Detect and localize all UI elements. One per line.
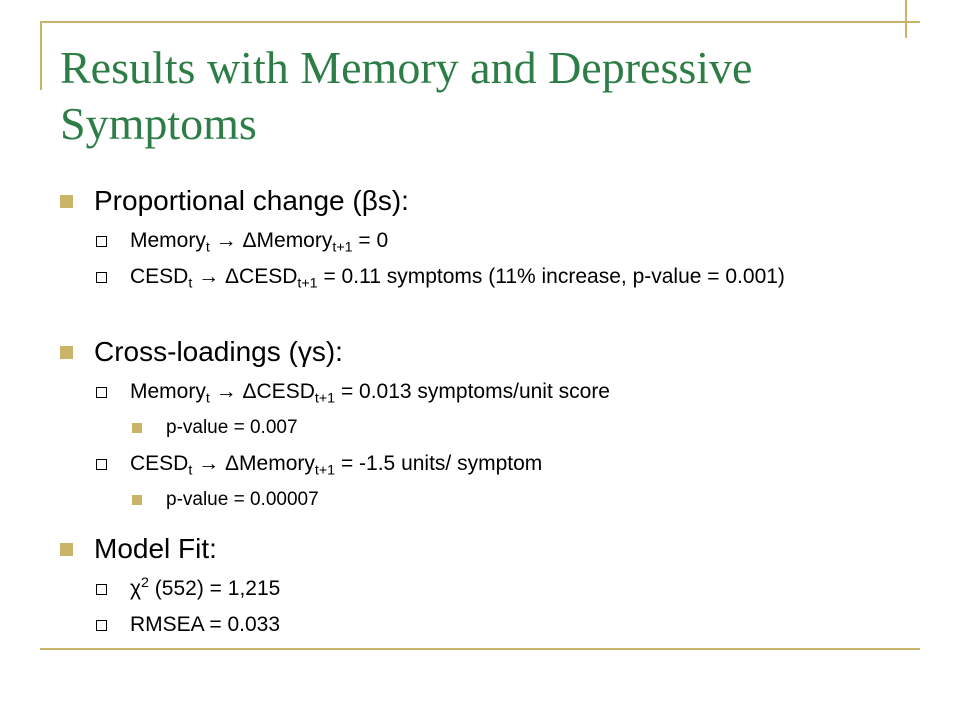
checkbox-bullet-icon — [96, 236, 107, 247]
bullet-icon — [60, 346, 73, 359]
heading-cross-loadings: Cross-loadings (γs): — [94, 336, 343, 367]
checkbox-bullet-icon — [96, 620, 107, 631]
checkbox-bullet-icon — [96, 584, 107, 595]
arrow-icon: → — [215, 229, 237, 252]
heading-proportional: Proportional change (βs): — [94, 185, 409, 216]
slide-title: Results with Memory and Depressive Symptoms — [60, 42, 753, 149]
arrow-icon: → — [198, 452, 220, 475]
checkbox-bullet-icon — [96, 272, 107, 283]
bullet-icon — [60, 543, 73, 556]
list-item-rmsea: RMSEA = 0.033 — [130, 613, 281, 636]
list-item-cesd-to-dmemory: $CESD_t$ → ΔMemory$_{t+1}$ = -1.5 units/ symptom — [130, 452, 543, 479]
sub-item-pvalue: p-value = 0.007 — [166, 417, 298, 438]
arrow-icon: → — [215, 380, 237, 403]
bullet-icon — [132, 423, 142, 433]
list-item-memory-to-dmemory: Memory$_t$ → ΔMemory$_{t+1}$ = 0 — [130, 229, 389, 256]
heading-model-fit: Model Fit: — [94, 533, 217, 564]
bullet-icon — [60, 195, 73, 208]
list-item-chi-square: $\chi^2$ (552) = 1,215 — [130, 575, 281, 600]
list-item-cesd-to-dcesd: $CESD_t$ → $\Delta CESD_{t+1} = 0.11$ symptoms (11% increase, p-value = 0.001) — [130, 265, 785, 292]
checkbox-bullet-icon — [96, 387, 107, 398]
arrow-icon: → — [198, 265, 220, 288]
checkbox-bullet-icon — [96, 459, 107, 470]
bullet-icon — [132, 495, 142, 505]
sub-item-pvalue: p-value = 0.00007 — [166, 489, 319, 510]
list-item-memory-to-dcesd: Memory$_t$ → $\Delta CESD_{t+1} = 0.013$ symptoms/unit score — [130, 380, 610, 407]
